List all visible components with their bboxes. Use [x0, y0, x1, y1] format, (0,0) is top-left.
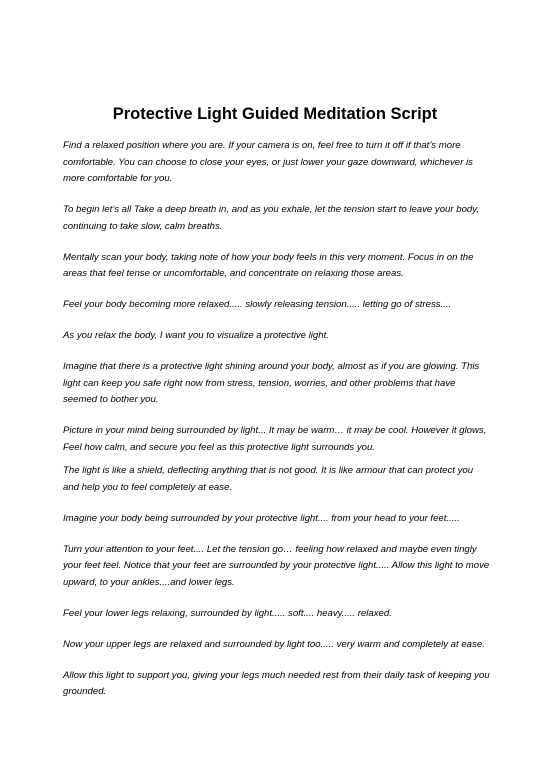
paragraph-feet: Turn your attention to your feet.... Let the tension go… feeling how relaxed and maybe even tingly your feet feel. Notice that your feet are surrounded by your protective light..... Allow this light to move upward, to your ankles....and lower legs. — [63, 543, 490, 588]
document-body — [63, 138, 491, 715]
paragraph-lower-legs: Feel your lower legs relaxing, surrounded by light..... soft.... heavy..... relaxed. — [63, 607, 392, 619]
paragraph-support: Allow this light to support you, giving your legs much needed rest from their daily task of keeping you grounded. — [63, 669, 490, 697]
paragraph-light-shining: Imagine that there is a protective light shining around your body, almost as if you are glowing. This light can keep you safe right now from stress, tension, worries, and other problems that have seemed to bother you. — [63, 361, 480, 405]
paragraph-intro: Find a relaxed position where you are. If your camera is on, feel free to turn it off if that’s more comfortable. You can choose to close your eyes, or just lower your gaze downward, whichever is more comfortable for you. — [63, 140, 473, 184]
paragraph-visualize-light: As you relax the body, I want you to visualize a protective light. — [63, 330, 329, 341]
paragraph-deep-breath: To begin let’s all Take a deep breath in, and as you exhale, let the tension start to leave your body, continuing to take slow, calm breaths. — [63, 204, 480, 232]
paragraph-light-shield: The light is like a shield, deflecting anything that is not good. It is like armour that can protect you and help you to feel completely at ease. — [63, 465, 474, 493]
paragraph-upper-legs: Now your upper legs are relaxed and surrounded by light too..... very warm and completely at ease. — [63, 638, 485, 650]
paragraph-head-to-feet: Imagine your body being surrounded by your protective light.... from your head to your feet..... — [63, 512, 460, 524]
paragraph-body-scan: Mentally scan your body, taking note of how your body feels in this very moment. Focus in on the areas that feel tense or uncomfortable, and concentrate on relaxing those areas. — [63, 251, 474, 279]
document-title: Protective Light Guided Meditation Script — [112, 105, 438, 123]
paragraph-surrounded-by-light: Picture in your mind being surrounded by light... It may be warm… it may be cool. However it glows, Feel how calm, and secure you feel as this protective light surrounds you. — [63, 425, 487, 453]
paragraph-relaxing: Feel your body becoming more relaxed..... slowly releasing tension..... letting go of stress.... — [63, 299, 452, 310]
